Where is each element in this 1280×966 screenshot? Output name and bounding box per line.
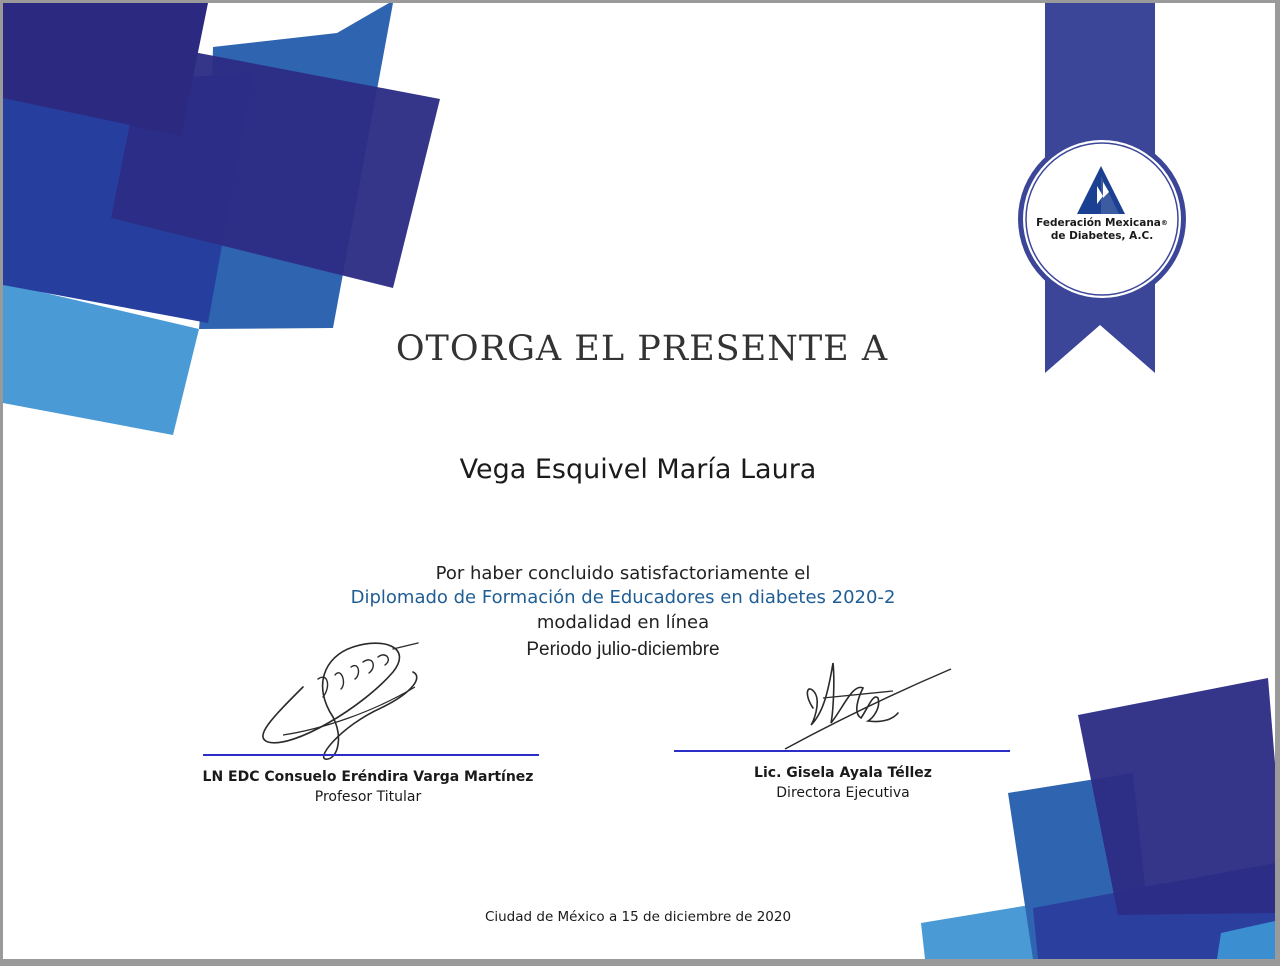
signature-line-right	[674, 750, 1010, 752]
place-and-date: Ciudad de México a 15 de diciembre de 2020	[484, 909, 792, 925]
top-left-shapes	[3, 3, 440, 435]
seal-org-line-2: de Diabetes, A.C.	[1050, 230, 1154, 242]
bottom-right-shapes	[921, 678, 1275, 959]
course-period: Periodo julio-diciembre	[526, 639, 720, 660]
course-name: Diplomado de Formación de Educadores en diabetes 2020-2	[350, 587, 896, 608]
seal-organization-name	[1029, 217, 1175, 243]
signature-line-left	[203, 754, 539, 756]
signer-left-role: Profesor Titular	[314, 789, 422, 805]
signer-right-name: Lic. Gisela Ayala Téllez	[754, 765, 932, 781]
recipient-name: Vega Esquivel María Laura	[459, 454, 817, 485]
signer-left-name: LN EDC Consuelo Eréndira Varga Martínez	[202, 769, 534, 785]
completion-statement: Por haber concluido satisfactoriamente el	[435, 563, 811, 584]
signer-right-role: Directora Ejecutiva	[776, 785, 910, 801]
course-modality: modalidad en línea	[536, 612, 710, 633]
seal-org-line-1: Federación Mexicana	[1036, 217, 1161, 229]
certificate	[3, 3, 1275, 959]
signature-right	[773, 653, 963, 753]
certificate-heading: OTORGA EL PRESENTE A	[395, 329, 889, 369]
registered-mark: ®	[1160, 219, 1168, 227]
signature-left	[243, 617, 443, 765]
